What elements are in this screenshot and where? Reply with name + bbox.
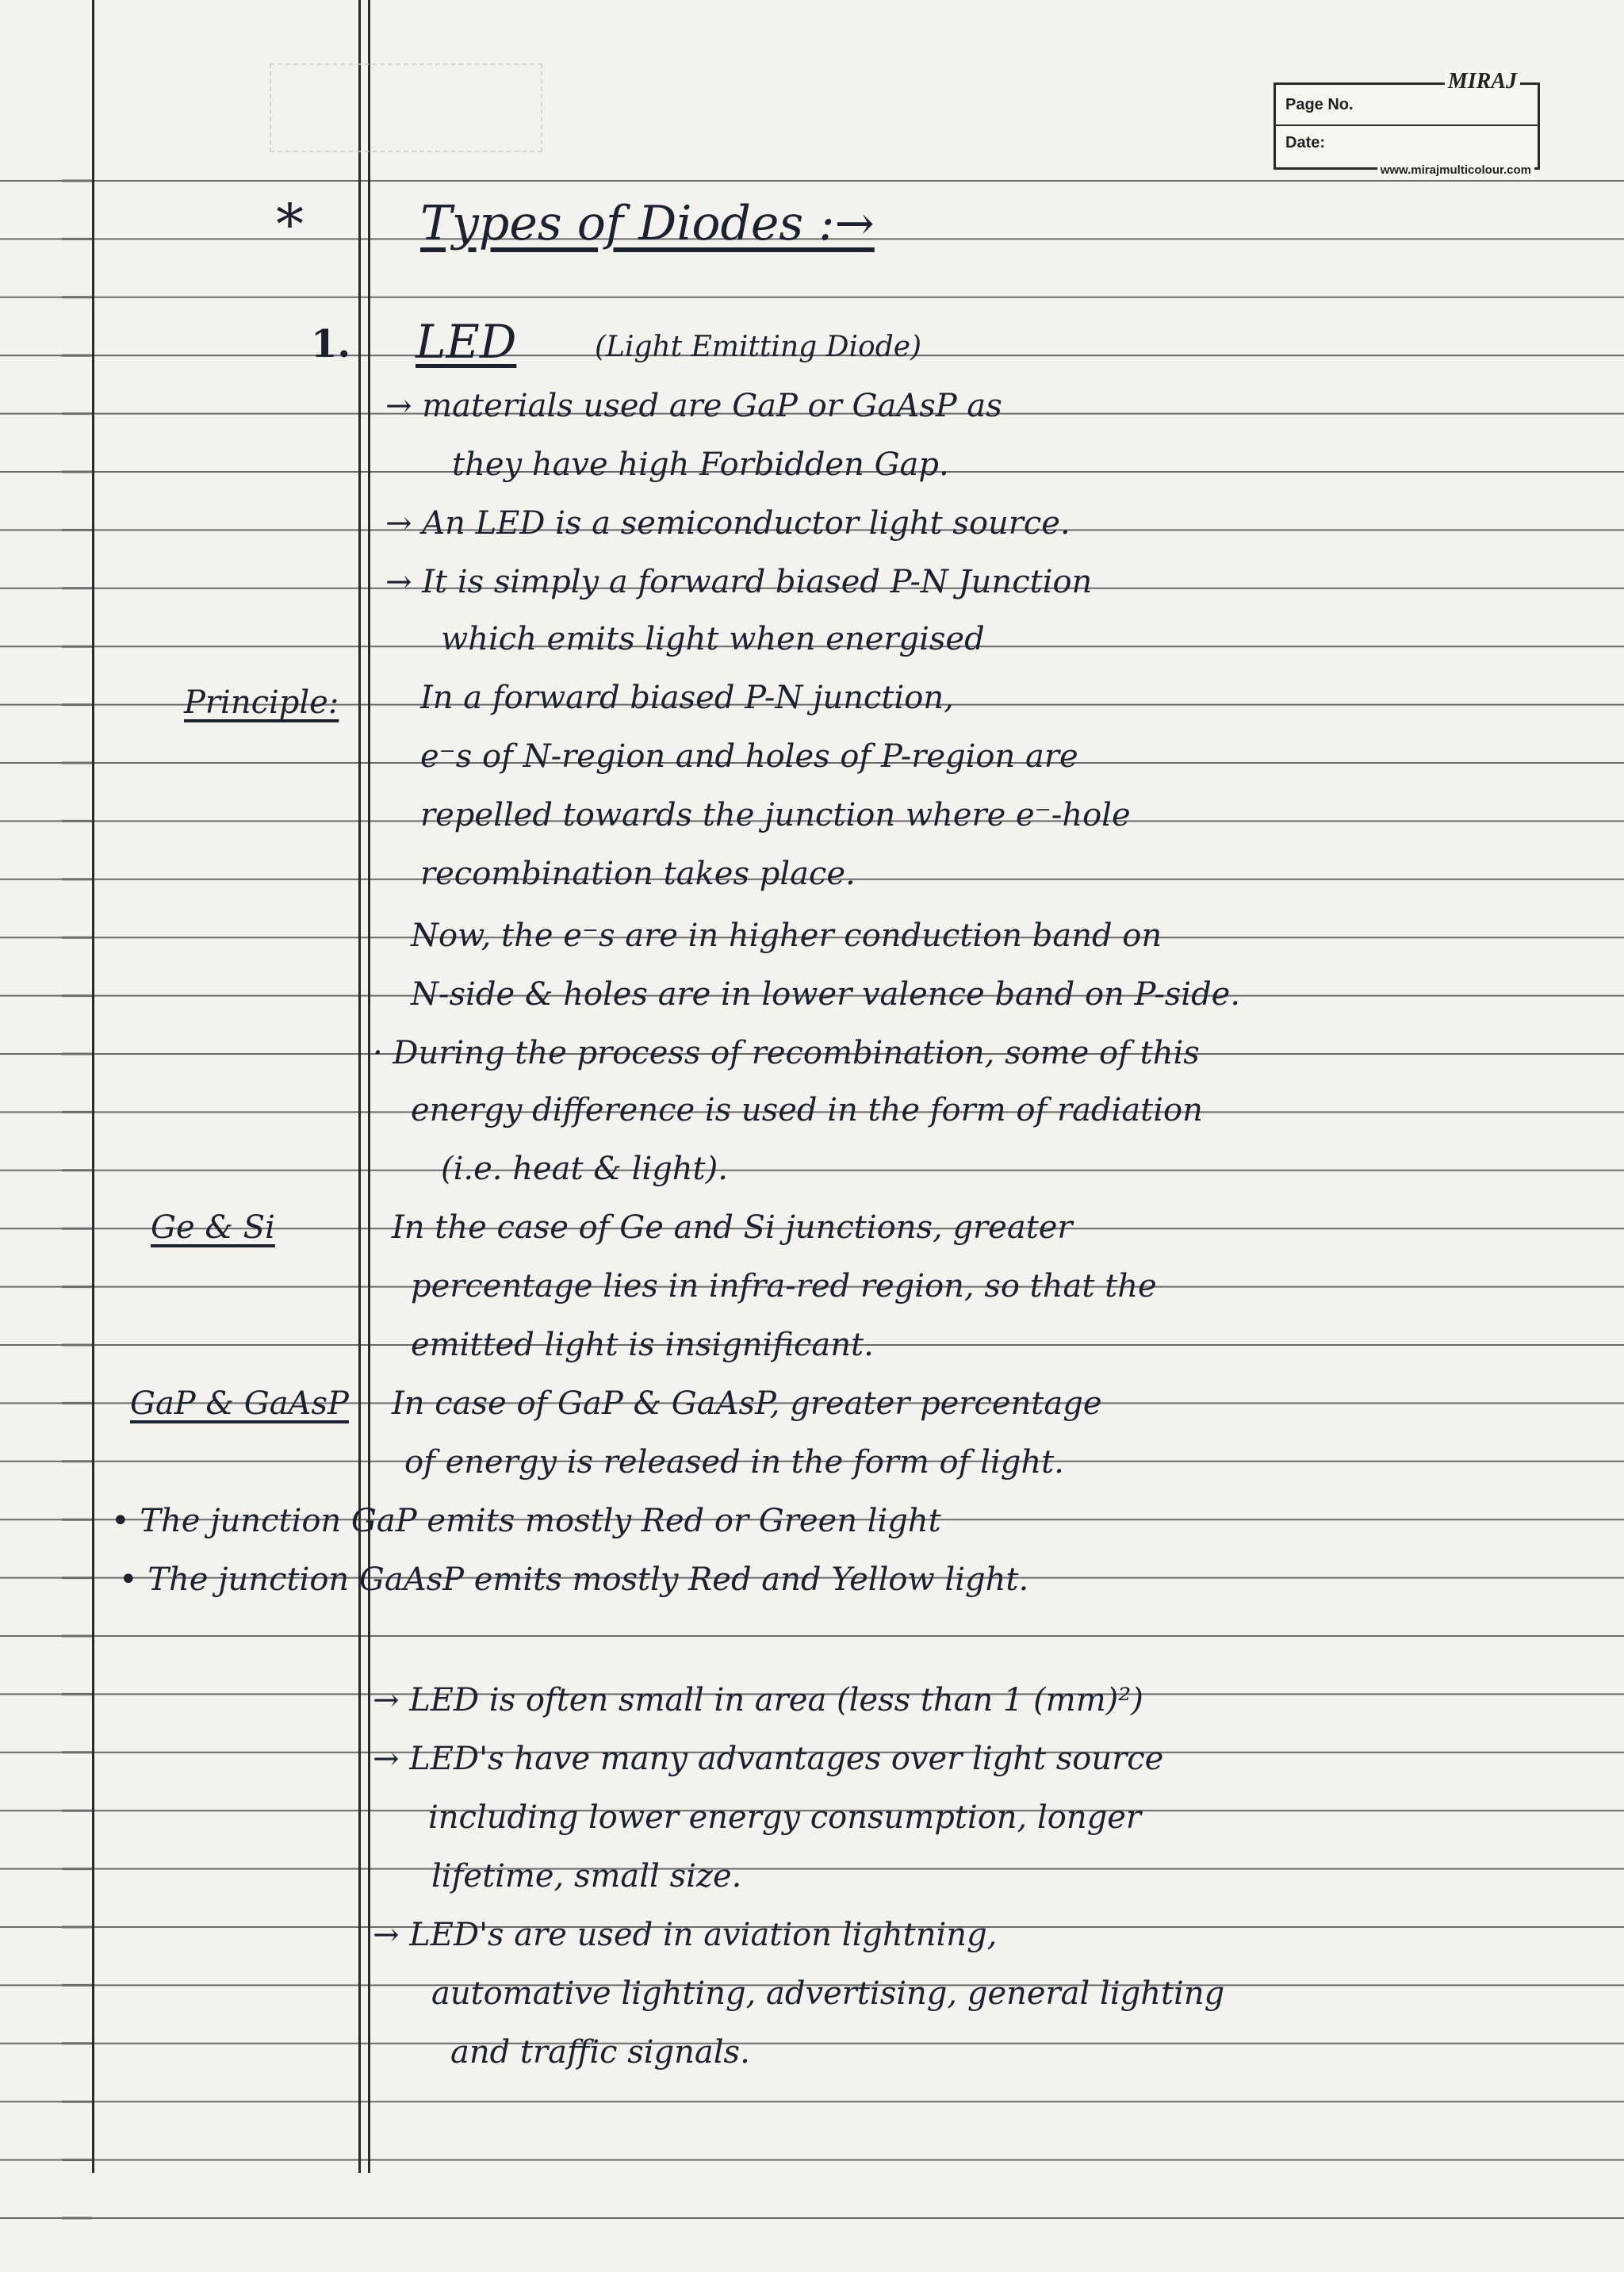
note-line: lifetime, small size. [431, 1858, 742, 1895]
note-line: recombination takes place. [420, 856, 856, 892]
note-line: In the case of Ge and Si junctions, greater [392, 1209, 1073, 1246]
date-label: Date: [1285, 134, 1326, 151]
page-no-label: Page No. [1285, 96, 1354, 113]
note-line: including lower energy consumption, longer [428, 1799, 1142, 1836]
note-line: e⁻s of N-region and holes of P-region are [420, 738, 1078, 775]
note-line: repelled towards the junction where e⁻-hole [420, 797, 1131, 833]
section-heading: LED [416, 315, 517, 369]
note-line: · During the process of recombination, some of this [373, 1035, 1200, 1071]
note-line: percentage lies in infra-red region, so that the [411, 1268, 1157, 1305]
note-line: (i.e. heat & light). [441, 1151, 728, 1187]
website-url: www.mirajmulticolour.com [1377, 163, 1534, 177]
page-title: Types of Diodes :→ [420, 196, 875, 251]
section-subheading: (Light Emitting Diode) [595, 331, 922, 363]
note-line: energy difference is used in the form of radiation [411, 1092, 1203, 1128]
note-line: and traffic signals. [450, 2034, 750, 2071]
note-line: → materials used are GaP or GaAsP as [385, 388, 1002, 424]
page-header-box [1274, 69, 1540, 177]
note-line: → LED's have many advantages over light source [373, 1741, 1164, 1777]
side-label-principle: Principle: [184, 684, 339, 721]
brand-logo: MIRAJ [1445, 69, 1520, 94]
title-star-bullet: * [276, 192, 304, 257]
note-line: → An LED is a semiconductor light source. [385, 505, 1071, 542]
side-label-ge-si: Ge & Si [151, 1209, 275, 1246]
section-number: 1. [311, 322, 351, 366]
note-line: • The junction GaAsP emits mostly Red and Yellow light. [119, 1561, 1029, 1598]
note-line: In case of GaP & GaAsP, greater percentage [392, 1385, 1102, 1422]
side-label-gap-gaasp: GaP & GaAsP [130, 1385, 349, 1422]
header-divider [1276, 125, 1538, 126]
note-line: Now, the e⁻s are in higher conduction band on [411, 918, 1162, 954]
margin-line-inner [358, 0, 361, 2173]
margin-line-outer [368, 0, 370, 2173]
note-line: • The junction GaP emits mostly Red or Green light [111, 1503, 941, 1539]
note-line: → It is simply a forward biased P-N Junction [385, 564, 1093, 600]
note-line: emitted light is insignificant. [411, 1327, 874, 1363]
note-line: automative lighting, advertising, general lighting [431, 1975, 1225, 2012]
note-line: they have high Forbidden Gap. [452, 446, 949, 483]
note-line: N-side & holes are in lower valence band on P-side. [411, 976, 1241, 1013]
note-line: of energy is released in the form of light. [404, 1444, 1064, 1481]
left-margin-line [92, 0, 94, 2173]
note-line: → LED is often small in area (less than 1 (mm)²) [373, 1682, 1143, 1718]
note-line: → LED's are used in aviation lightning, [373, 1917, 998, 1953]
note-line: In a forward biased P-N junction, [420, 680, 954, 716]
faded-stamp [270, 63, 542, 152]
note-line: which emits light when energised [441, 621, 985, 657]
